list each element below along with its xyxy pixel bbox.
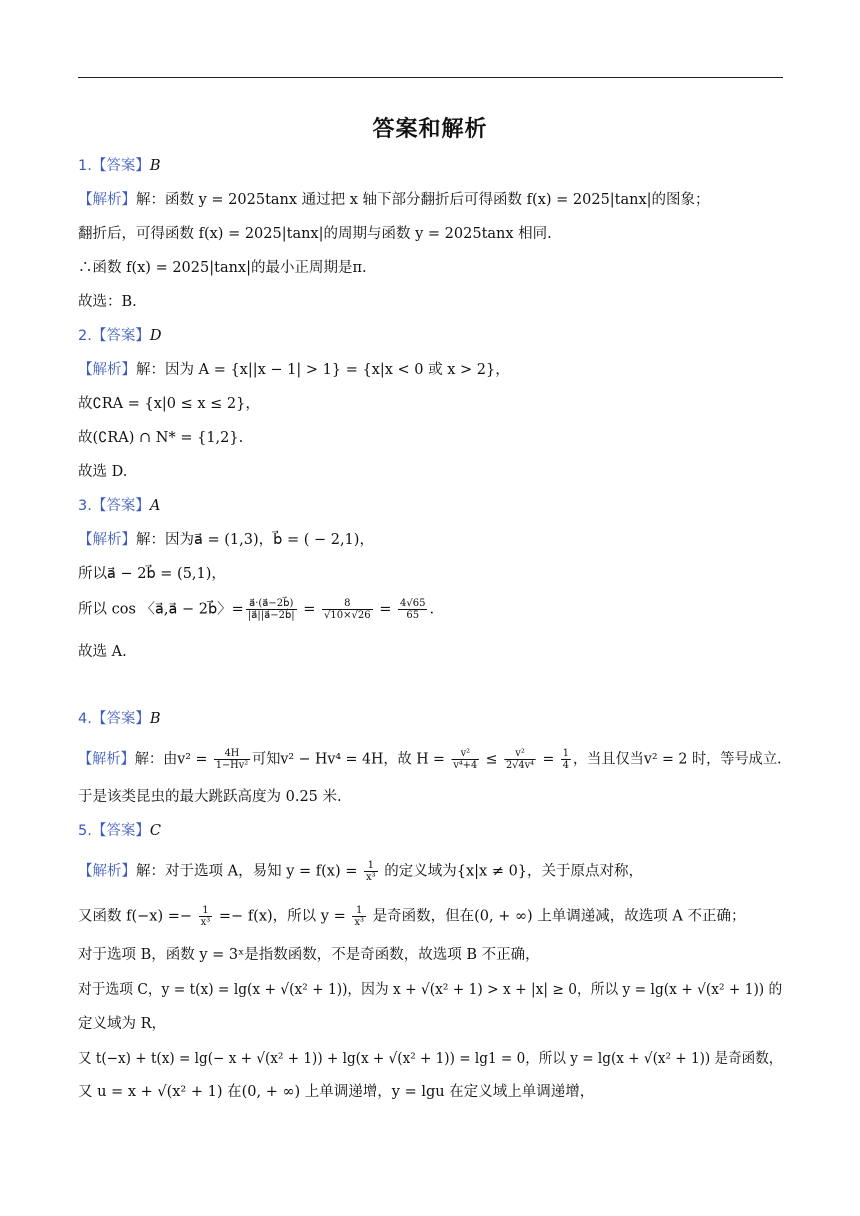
q5-text-2c: 是奇函数，但在(0, + ∞) 上单调递减，故选项 A 不正确； [368, 908, 746, 925]
q3-fraction-3 [398, 598, 427, 621]
q2-text-3: 故(∁RA) ∩ N* = {1,2}. [78, 430, 244, 446]
q4-text-1a: 解：由v² = [134, 751, 212, 768]
q5-fraction-1-denominator: x³ [365, 872, 376, 883]
q5-text-3: 对于选项 B，函数 y = 3ˣ是指数函数，不是奇函数，故选项 B 不正确， [78, 947, 540, 963]
q4-answer-tag: 【答案】 [91, 711, 150, 727]
q5-analysis-line-1 [78, 860, 643, 883]
q3-fraction-3-denominator: 65 [406, 610, 420, 621]
q3-fraction-1 [246, 598, 297, 621]
q3-number: 3. [78, 498, 92, 514]
q2-text-1: 解：因为 A = {x||x − 1| > 1} = {x|x < 0 或 x > 2}， [136, 362, 510, 378]
q4-fraction-2-denominator: v⁴+4 [453, 760, 478, 771]
q2-number: 2. [78, 328, 92, 344]
q3-equals-2: = [374, 601, 396, 618]
q5-fraction-2-denominator: x³ [200, 917, 211, 928]
q4-fraction-2-numerator: v² [451, 748, 479, 760]
q1-answer-tag: 【答案】 [91, 158, 150, 174]
q1-analysis-line-1 [78, 190, 710, 210]
q5-fraction-3 [352, 905, 366, 928]
q4-fraction-1-denominator: 1−Hv² [215, 760, 249, 771]
q3-fraction-2-numerator: 8 [322, 598, 373, 610]
q3-fraction-3-numerator: 4√65 [400, 598, 426, 609]
q4-text-1b: 可知v² − Hv⁴ = 4H，故 H = [252, 751, 450, 768]
q3-text-1: 解：因为a⃗ = (1,3)，b⃗ = ( − 2,1)， [136, 532, 374, 548]
q4-fraction-3-numerator: v² [504, 748, 536, 760]
q3-text-3-prefix: 所以 cos 〈a⃗,a⃗ − 2b⃗〉= [78, 601, 244, 618]
q3-analysis-line-1 [78, 530, 374, 550]
q4-analysis-line-1 [78, 748, 782, 771]
header-rule [78, 77, 783, 78]
q3-fraction-2 [322, 598, 373, 621]
q1-answer-line [78, 156, 161, 176]
q4-text-1c: ≤ [481, 751, 503, 768]
q3-text-4: 故选 A. [78, 644, 127, 660]
q5-text-1a: 解：对于选项 A，易知 y = f(x) = [136, 863, 362, 880]
q3-equals-1: = [298, 601, 321, 618]
q5-text-2a: 又函数 f(−x) =− [78, 908, 197, 925]
q5-text-7: 又 u = x + √(x² + 1) 在(0, + ∞) 上单调递增，y = lgu 在定义域上单调递增， [78, 1084, 595, 1100]
q4-answer: B [149, 711, 161, 727]
q3-answer: A [149, 498, 161, 514]
q4-fraction-4 [561, 748, 571, 771]
q5-answer-line [78, 821, 161, 841]
q3-text-3 [78, 598, 434, 621]
q2-answer: D [149, 328, 162, 344]
q5-text-4: 对于选项 C，y = t(x) = lg(x + √(x² + 1))，因为 x + √(x² + 1) > x + |x| ≥ 0，所以 y = lg(x + √(x² + 1)) 的 [78, 982, 783, 998]
q5-text-1b: 的定义域为{x|x ≠ 0}，关于原点对称， [379, 863, 644, 880]
q2-answer-tag: 【答案】 [91, 328, 150, 344]
q5-fraction-3-denominator: x³ [354, 917, 364, 928]
q1-number: 1. [78, 158, 92, 174]
q5-fraction-1 [364, 860, 378, 883]
q4-analysis-tag: 【解析】 [78, 751, 135, 768]
q3-fraction-2-denominator: √10×√26 [324, 610, 371, 621]
q5-fraction-3-numerator: 1 [352, 905, 366, 917]
q1-answer: B [149, 158, 161, 174]
q3-answer-line [78, 496, 160, 516]
q2-answer-line [78, 326, 161, 346]
q5-analysis-tag: 【解析】 [78, 863, 136, 880]
q4-fraction-3-denominator: 2√4v⁴ [505, 760, 535, 771]
q1-text-2: 翻折后，可得函数 f(x) = 2025|tanx|的周期与函数 y = 2025tanx 相同. [78, 226, 552, 242]
q4-text-1d: = [537, 751, 559, 768]
q5-answer-tag: 【答案】 [91, 823, 150, 839]
q3-answer-tag: 【答案】 [91, 498, 150, 514]
q1-text-3: ∴函数 f(x) = 2025|tanx|的最小正周期是π. [78, 260, 367, 276]
q4-number: 4. [78, 711, 92, 727]
q3-text-2: 所以a⃗ − 2b⃗ = (5,1)， [78, 566, 226, 582]
page-title: 答案和解析 [372, 117, 488, 142]
q4-fraction-4-denominator: 4 [562, 760, 570, 771]
q5-fraction-2 [199, 905, 213, 928]
q1-text-4: 故选：B. [78, 294, 137, 310]
q4-fraction-1-numerator: 4H [214, 748, 250, 760]
q4-fraction-3 [504, 748, 536, 771]
q4-fraction-2 [451, 748, 479, 771]
q1-analysis-tag: 【解析】 [78, 192, 136, 208]
q5-text-2b: =− f(x)，所以 y = [214, 908, 351, 925]
q3-analysis-tag: 【解析】 [78, 532, 136, 548]
q4-fraction-4-numerator: 1 [562, 748, 570, 759]
q2-analysis-line-1 [78, 360, 510, 380]
q1-text-1: 解：函数 y = 2025tanx 通过把 x 轴下部分翻折后可得函数 f(x) = 2025|tanx|的图象； [136, 192, 710, 208]
q5-text-6: 又 t(−x) + t(x) = lg(− x + √(x² + 1)) + lg(x + √(x² + 1)) = lg1 = 0，所以 y = lg(x + √(x² + 1)) 是奇函数， [78, 1051, 783, 1067]
q5-text-2 [78, 905, 746, 928]
q3-fraction-1-numerator: a⃗·(a⃗−2b⃗) [246, 598, 297, 610]
q5-fraction-2-numerator: 1 [199, 905, 213, 917]
q5-fraction-1-numerator: 1 [364, 860, 378, 872]
q3-fraction-1-denominator: |a⃗||a⃗−2b⃗| [247, 610, 295, 621]
q2-text-2: 故∁RA = {x|0 ≤ x ≤ 2}， [78, 396, 260, 412]
q5-number: 5. [78, 823, 92, 839]
q4-fraction-1 [214, 748, 250, 771]
q2-analysis-tag: 【解析】 [78, 362, 136, 378]
q2-text-4: 故选 D. [78, 464, 128, 480]
q4-text-1e: ，当且仅当v² = 2 时，等号成立. [572, 751, 782, 768]
q3-text-3-end: . [429, 601, 435, 618]
q5-answer: C [149, 823, 161, 839]
q4-answer-line [78, 709, 161, 729]
q5-text-5: 定义域为 R， [78, 1016, 167, 1032]
q4-text-2: 于是该类昆虫的最大跳跃高度为 0.25 米. [78, 789, 342, 805]
